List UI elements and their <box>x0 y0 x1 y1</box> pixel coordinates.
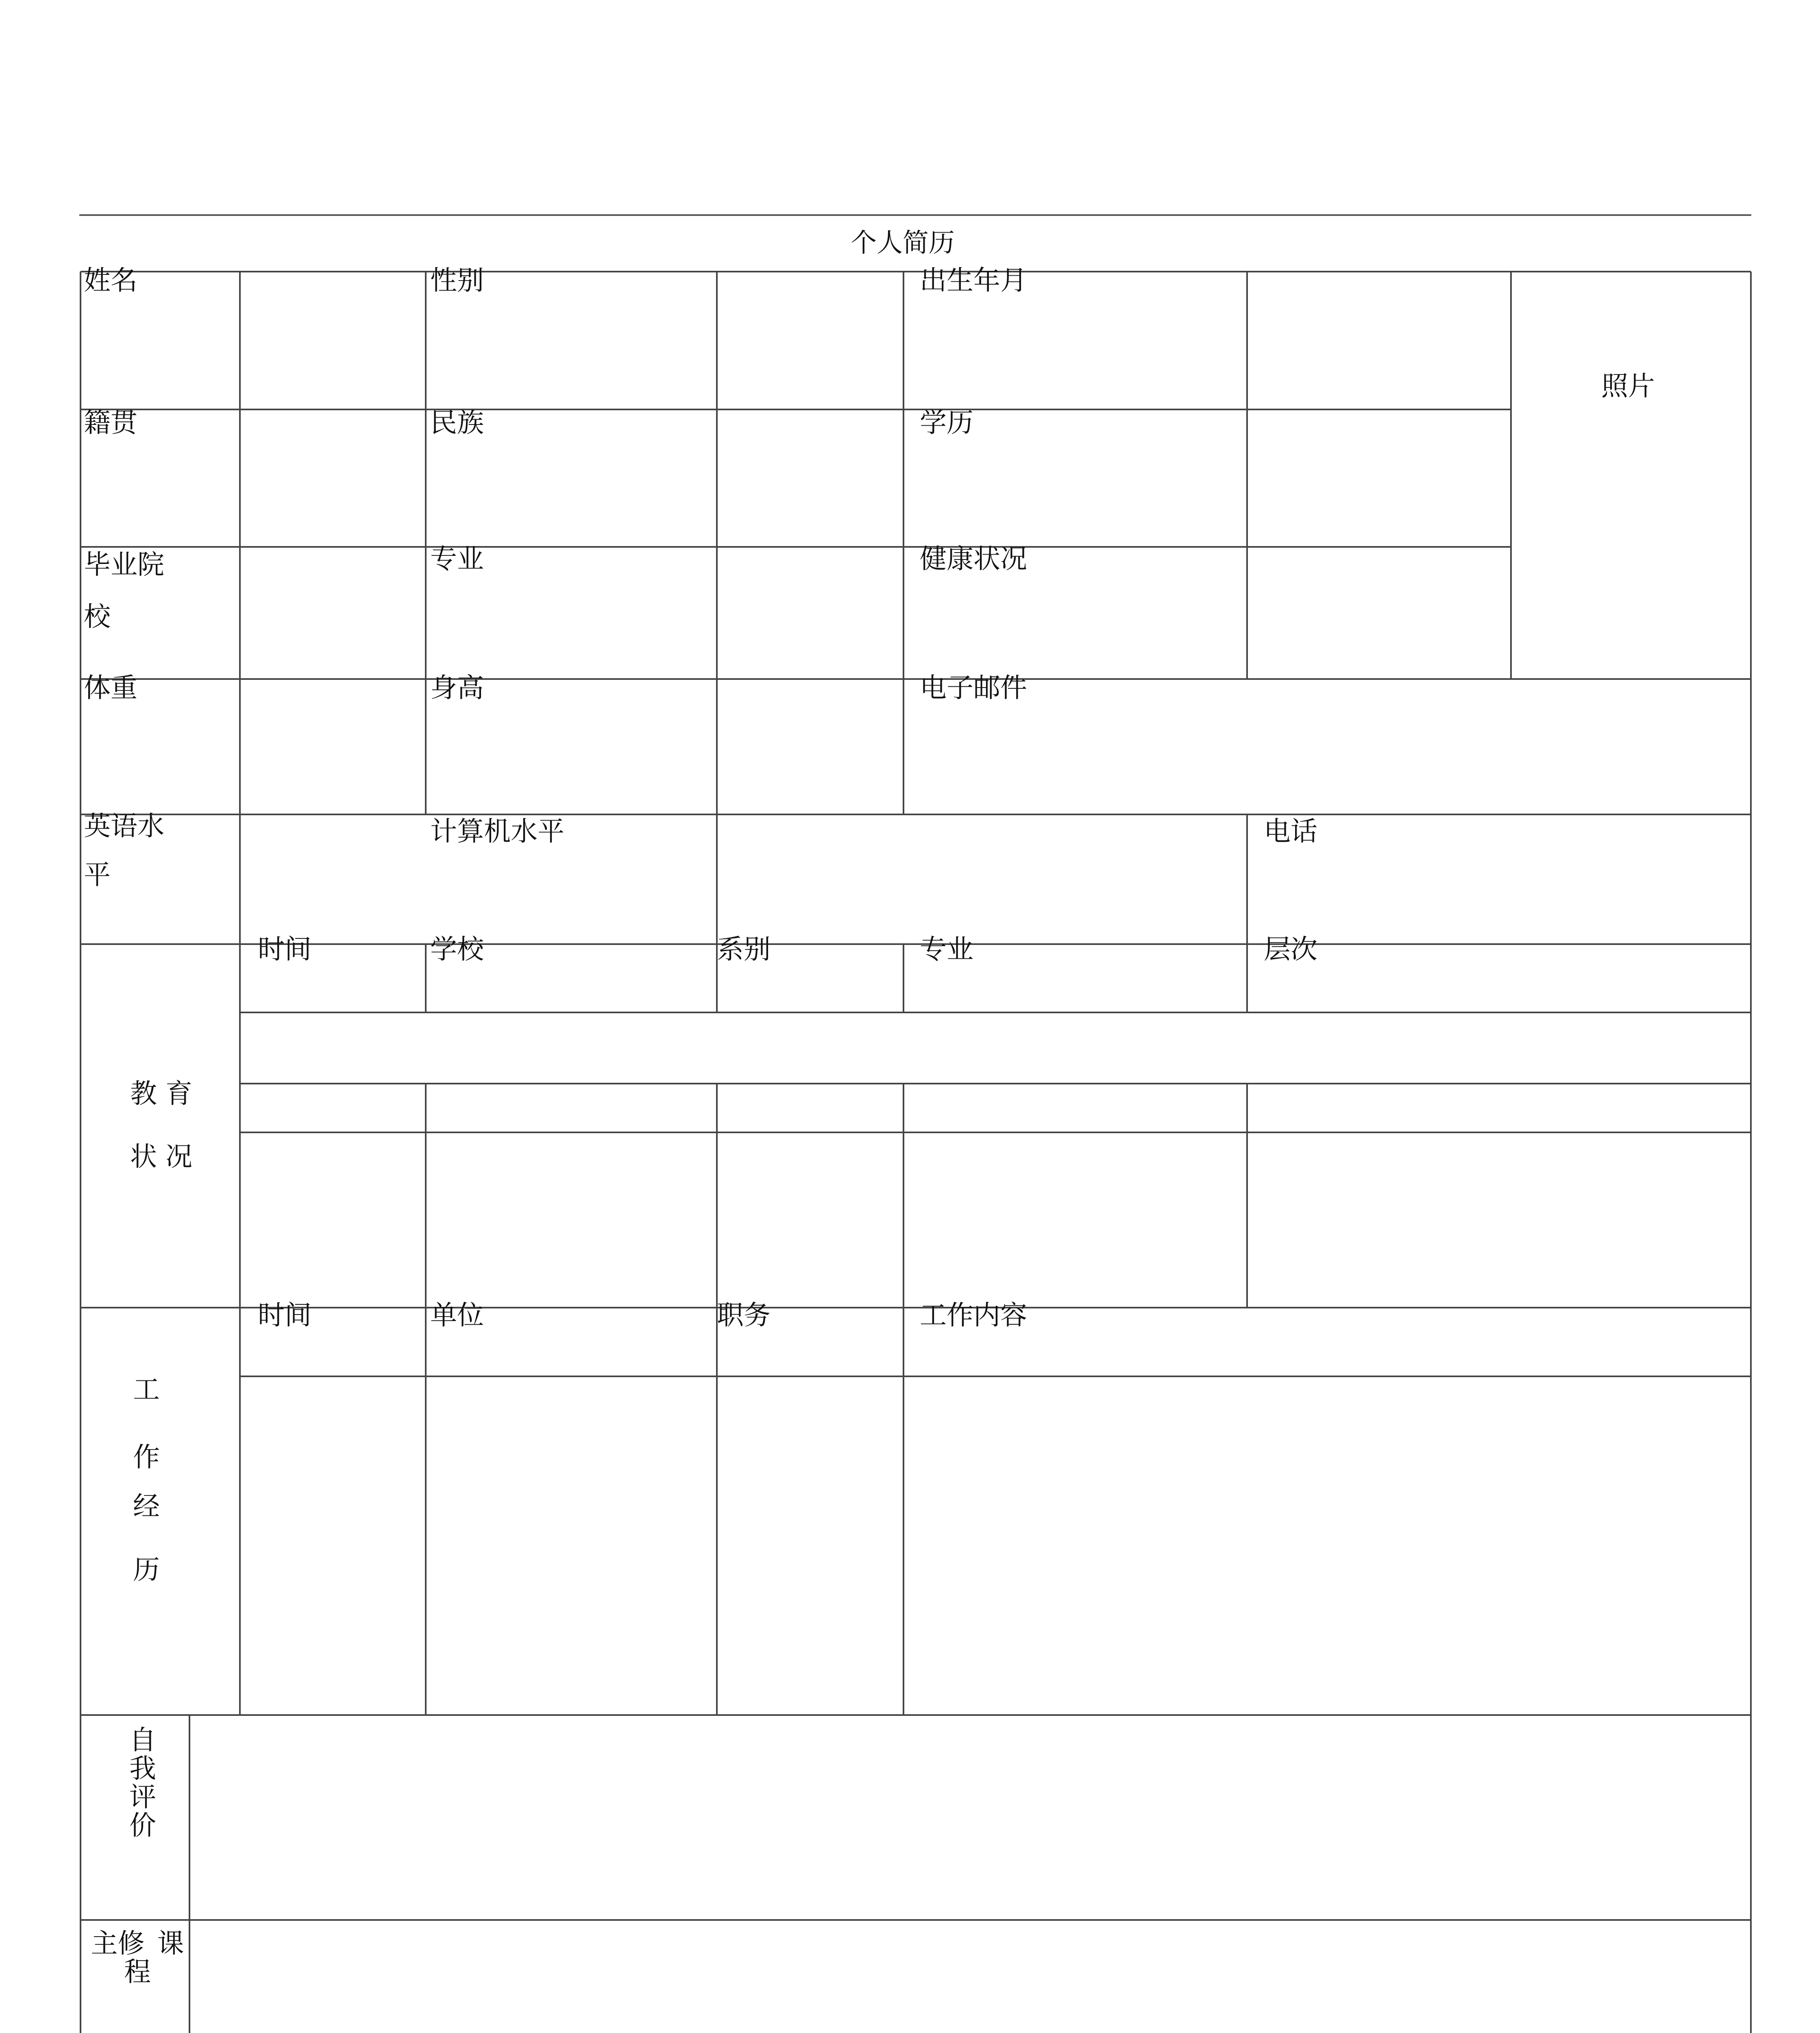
work-entry-row[interactable] <box>242 1378 1749 1713</box>
major-courses-field[interactable] <box>191 1922 1749 2033</box>
education-header-department: 系别 <box>717 934 771 965</box>
english-level-field[interactable] <box>242 816 424 942</box>
health-label: 健康状况 <box>920 543 1027 575</box>
native-place-label: 籍贯 <box>84 407 137 438</box>
education-level-label: 学历 <box>920 407 973 438</box>
email-label: 电子邮件 <box>920 672 1027 703</box>
education-header-time: 时间 <box>258 934 311 965</box>
work-header-position: 职务 <box>717 1299 771 1331</box>
health-field[interactable] <box>1249 549 1509 677</box>
email-field[interactable] <box>1249 681 1749 813</box>
computer-level-label: 计算机水平 <box>430 816 564 847</box>
work-section-char: 历 <box>133 1554 160 1585</box>
self-evaluation-char: 评 <box>129 1781 156 1813</box>
name-field[interactable] <box>242 273 424 408</box>
ethnicity-field[interactable] <box>718 411 902 545</box>
gender-label: 性别 <box>430 265 484 296</box>
ethnicity-label: 民族 <box>430 407 484 438</box>
work-section-char: 经 <box>133 1491 160 1522</box>
weight-field[interactable] <box>242 681 424 813</box>
phone-field[interactable] <box>1249 854 1749 942</box>
work-section-char: 工 <box>133 1374 160 1405</box>
major-field[interactable] <box>718 549 902 677</box>
major-courses-label: 主修 课程 <box>91 1928 184 1987</box>
height-label: 身高 <box>430 672 484 703</box>
education-section-label-line2: 状 况 <box>130 1141 192 1172</box>
gender-field[interactable] <box>718 273 902 408</box>
native-place-field[interactable] <box>242 411 424 545</box>
education-header-major: 专业 <box>920 934 973 965</box>
self-evaluation-char: 自 <box>129 1724 156 1756</box>
education-entry-row[interactable] <box>242 1134 1749 1306</box>
page-title: 个人简历 <box>851 228 955 258</box>
self-evaluation-field[interactable] <box>191 1717 1749 1918</box>
photo-area[interactable] <box>1513 273 1749 677</box>
major-label: 专业 <box>430 543 484 575</box>
birth-date-field[interactable] <box>1249 273 1509 408</box>
education-entry-row[interactable] <box>242 1014 1749 1082</box>
height-field[interactable] <box>718 681 902 813</box>
work-header-time: 时间 <box>258 1299 311 1331</box>
education-level-field[interactable] <box>1249 411 1509 545</box>
education-header-level: 层次 <box>1264 934 1317 965</box>
education-section-label-line1: 教 育 <box>130 1078 192 1109</box>
work-header-content: 工作内容 <box>920 1299 1027 1331</box>
work-section-char: 作 <box>133 1441 160 1473</box>
education-header-school: 学校 <box>430 934 484 965</box>
work-section-label <box>130 1374 163 1585</box>
birth-date-label: 出生年月 <box>920 265 1027 296</box>
self-evaluation-char: 价 <box>129 1810 156 1841</box>
phone-label: 电话 <box>1264 816 1317 847</box>
english-level-label: 英语水平 <box>84 810 164 890</box>
work-header-employer: 单位 <box>430 1299 484 1331</box>
weight-label: 体重 <box>84 672 137 703</box>
computer-level-field[interactable] <box>718 816 1245 942</box>
graduated-school-label: 毕业院校 <box>84 549 164 632</box>
self-evaluation-label <box>120 1726 165 1840</box>
photo-label: 照片 <box>1601 370 1655 402</box>
education-entry-row[interactable] <box>242 1085 1749 1131</box>
name-label: 姓名 <box>84 265 137 296</box>
self-evaluation-char: 我 <box>129 1753 156 1784</box>
graduated-school-field[interactable] <box>242 549 424 677</box>
